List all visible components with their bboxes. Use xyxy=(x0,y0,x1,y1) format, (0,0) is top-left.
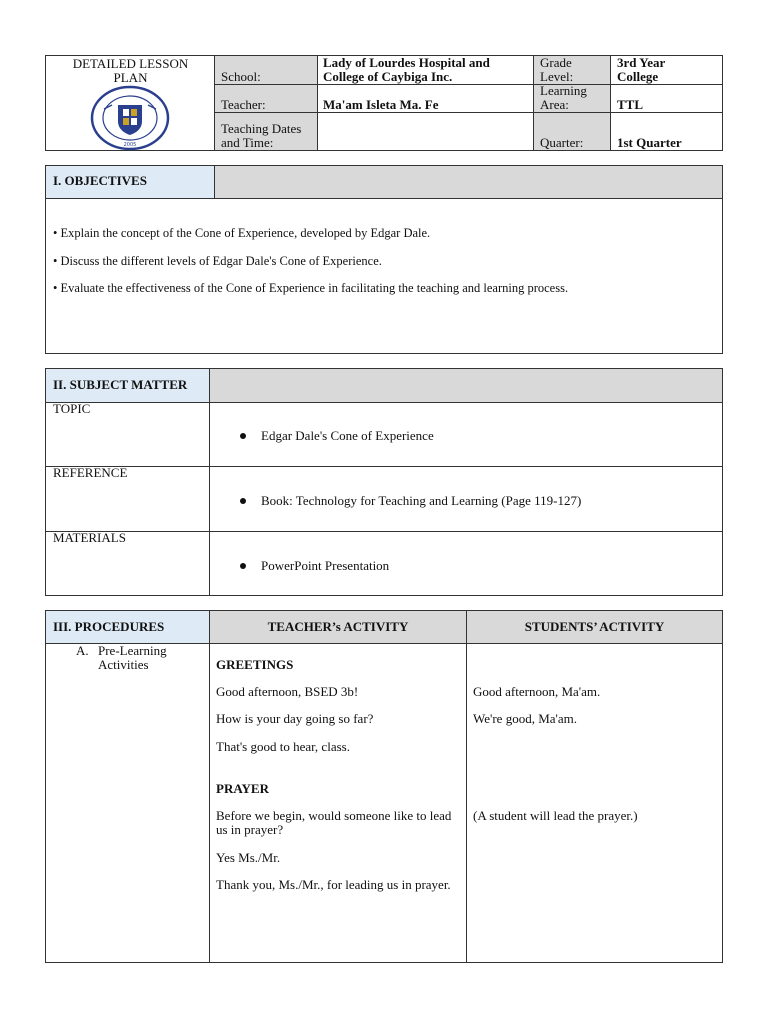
reference-label: REFERENCE xyxy=(53,465,128,480)
prayer-heading: PRAYER xyxy=(216,781,269,796)
bullet-icon xyxy=(240,563,246,569)
quarter-value: 1st Quarter xyxy=(617,135,682,150)
school-value: Lady of Lourdes Hospital and College of Caybiga Inc. xyxy=(323,55,490,84)
area-value: TTL xyxy=(617,97,644,112)
teacher-line: Before we begin, would someone like to lead us in prayer? xyxy=(216,808,452,837)
subject-heading: II. SUBJECT MATTER xyxy=(53,377,188,392)
school-label: School: xyxy=(221,69,261,84)
bullet-icon xyxy=(240,433,246,439)
objective-item: • Explain the concept of the Cone of Experience, developed by Edgar Dale. xyxy=(53,226,431,240)
subject-matter-section xyxy=(45,368,723,596)
grade-value: 3rd Year College xyxy=(617,55,666,84)
materials-value: PowerPoint Presentation xyxy=(261,558,390,573)
materials-label: MATERIALS xyxy=(53,530,126,545)
objectives-heading: I. OBJECTIVES xyxy=(53,173,147,188)
student-line: (A student will lead the prayer.) xyxy=(473,808,638,823)
students-activity-heading: STUDENTS’ ACTIVITY xyxy=(524,619,665,634)
teacher-activity-heading: TEACHER’s ACTIVITY xyxy=(267,619,409,634)
student-line: Good afternoon, Ma'am. xyxy=(473,684,601,699)
teacher-line: How is your day going so far? xyxy=(216,711,374,726)
header-table xyxy=(45,55,723,151)
step-label: Pre-Learning Activities xyxy=(98,643,167,672)
school-seal-icon xyxy=(90,85,170,151)
quarter-label: Quarter: xyxy=(540,135,584,150)
subject-heading-fill xyxy=(210,369,722,402)
topic-label: TOPIC xyxy=(53,401,91,416)
teacher-line: That's good to hear, class. xyxy=(216,739,350,754)
doc-title: DETAILED LESSON PLAN xyxy=(72,56,189,85)
svg-text:2005: 2005 xyxy=(123,142,137,148)
teacher-line: Yes Ms./Mr. xyxy=(216,850,281,865)
procedures-heading: III. PROCEDURES xyxy=(53,619,165,634)
topic-value: Edgar Dale's Cone of Experience xyxy=(261,428,434,443)
procedures-section xyxy=(45,610,723,963)
teacher-line: Good afternoon, BSED 3b! xyxy=(216,684,359,699)
objective-item: • Evaluate the effectiveness of the Cone of Experience in facilitating the teaching and learning process. xyxy=(53,281,569,295)
reference-value: Book: Technology for Teaching and Learning (Page 119-127) xyxy=(261,493,582,508)
teacher-value: Ma'am Isleta Ma. Fe xyxy=(323,97,439,112)
teacher-line: Thank you, Ms./Mr., for leading us in prayer. xyxy=(216,877,451,892)
objective-item: • Discuss the different levels of Edgar Dale's Cone of Experience. xyxy=(53,254,382,268)
greetings-heading: GREETINGS xyxy=(216,657,294,672)
student-line: We're good, Ma'am. xyxy=(473,711,577,726)
dates-label: Teaching Dates and Time: xyxy=(221,121,302,150)
grade-label: Grade Level: xyxy=(540,55,574,84)
bullet-icon xyxy=(240,498,246,504)
area-label: Learning Area: xyxy=(540,83,587,112)
objectives-section xyxy=(45,165,723,354)
objectives-heading-fill xyxy=(215,166,722,198)
step-marker: A. xyxy=(76,643,89,658)
teacher-label: Teacher: xyxy=(221,97,266,112)
